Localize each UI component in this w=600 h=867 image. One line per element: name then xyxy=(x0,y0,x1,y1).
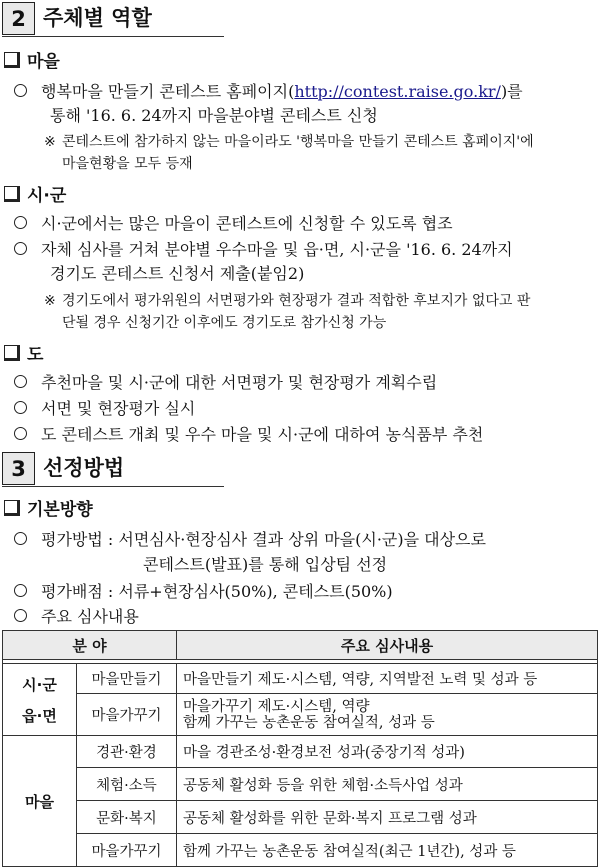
table-row xyxy=(3,801,598,834)
bullet-city-cooperation: 시·군에서는 많은 마을이 콘테스트에 신청할 수 있도록 협조 xyxy=(14,212,596,236)
section-header-selection xyxy=(2,452,224,487)
circle-bullet-icon xyxy=(14,609,27,622)
table-header-content: 주요 심사내용 xyxy=(177,631,598,660)
table-content: 마을 경관조성·환경보전 성과(중장기적 성과) xyxy=(177,736,598,768)
table-row xyxy=(3,736,598,768)
table-group-village: 마을 xyxy=(3,736,77,867)
note-city: ※ 경기도에서 평가위원의 서면평가와 현장평가 결과 적합한 후보지가 없다고 판 xyxy=(44,293,531,309)
circle-bullet-icon xyxy=(14,532,27,545)
subheading-basic-direction: 기본방향 xyxy=(4,498,93,522)
table-field: 마을가꾸기 xyxy=(77,694,177,736)
section-number: 3 xyxy=(2,452,35,485)
table-content: 마을만들기 제도·시스템, 역량, 지역발전 노력 및 성과 등 xyxy=(177,664,598,694)
bullet-continuation: 경기도 콘테스트 신청서 제출(붙임2) xyxy=(50,264,305,283)
table-field: 마을만들기 xyxy=(77,664,177,694)
subheading-city: 시·군 xyxy=(4,184,66,208)
section-title: 주체별 역할 xyxy=(43,6,152,30)
circle-bullet-icon xyxy=(14,584,27,597)
bullet-evaluation-method: 평가방법 : 서면심사·현장심사 결과 상위 마을(시·군)을 대상으로 xyxy=(14,528,596,552)
subheading-province: 도 xyxy=(4,343,43,367)
circle-bullet-icon xyxy=(14,84,27,97)
note-continuation: 마을현황을 모두 등재 xyxy=(62,156,193,172)
table-field: 체험·소득 xyxy=(77,768,177,801)
bullet-city-review: 자체 심사를 거쳐 분야별 우수마을 및 읍·면, 시·군을 '16. 6. 24까지 xyxy=(14,238,596,262)
table-row xyxy=(3,694,598,736)
bullet-province-contest: 도 콘테스트 개최 및 우수 마을 및 시·군에 대하여 농식품부 추천 xyxy=(14,423,596,447)
subheading-village: 마을 xyxy=(4,50,60,74)
table-field: 경관·환경 xyxy=(77,736,177,768)
section-number: 2 xyxy=(2,2,35,35)
bullet-province-evaluation: 서면 및 현장평가 실시 xyxy=(14,397,596,421)
note-village: ※ 콘테스트에 참가하지 않는 마을이라도 '행복마을 만들기 콘테스트 홈페이지'에 xyxy=(44,134,534,150)
table-content: 공동체 활성화를 위한 문화·복지 프로그램 성과 xyxy=(177,801,598,834)
checkbox-square-icon xyxy=(4,500,20,516)
table-field: 문화·복지 xyxy=(77,801,177,834)
contest-homepage-link[interactable]: http://contest.raise.go.kr/ xyxy=(294,82,501,101)
checkbox-square-icon xyxy=(4,52,20,68)
checkbox-square-icon xyxy=(4,186,20,202)
checkbox-square-icon xyxy=(4,345,20,361)
circle-bullet-icon xyxy=(14,216,27,229)
table-row xyxy=(3,664,598,694)
bullet-province-plan: 추천마을 및 시·군에 대한 서면평가 및 현장평가 계획수립 xyxy=(14,371,596,395)
table-content: 공동체 활성화 등을 위한 체험·소득사업 성과 xyxy=(177,768,598,801)
bullet-evaluation-points: 평가배점 : 서류+현장심사(50%), 콘테스트(50%) xyxy=(14,580,596,604)
circle-bullet-icon xyxy=(14,375,27,388)
table-field: 마을가꾸기 xyxy=(77,834,177,867)
circle-bullet-icon xyxy=(14,401,27,414)
table-header-field: 분 야 xyxy=(3,631,177,660)
bullet-village-homepage: 행복마을 만들기 콘테스트 홈페이지(http://contest.raise.go.kr/)를 xyxy=(14,80,596,104)
circle-bullet-icon xyxy=(14,242,27,255)
table-group-city: 시·군 읍·면 xyxy=(3,664,77,736)
section-title: 선정방법 xyxy=(43,456,125,480)
note-continuation: 단될 경우 신청기간 이후에도 경기도로 참가신청 가능 xyxy=(62,315,387,331)
bullet-main-review: 주요 심사내용 xyxy=(14,605,596,629)
review-content-table xyxy=(2,630,598,867)
bullet-continuation: 콘테스트(발표)를 통해 입상팀 선정 xyxy=(143,555,388,574)
table-content: 함께 가꾸는 농촌운동 참여실적(최근 1년간), 성과 등 xyxy=(177,834,598,867)
section-header-roles xyxy=(2,2,224,37)
table-row xyxy=(3,834,598,867)
bullet-continuation: 통해 '16. 6. 24까지 마을분야별 콘테스트 신청 xyxy=(50,106,378,125)
table-content: 마을가꾸기 제도·시스템, 역량 함께 가꾸는 농촌운동 참여실적, 성과 등 xyxy=(177,694,598,736)
circle-bullet-icon xyxy=(14,427,27,440)
table-header-row xyxy=(3,631,598,660)
table-row xyxy=(3,768,598,801)
